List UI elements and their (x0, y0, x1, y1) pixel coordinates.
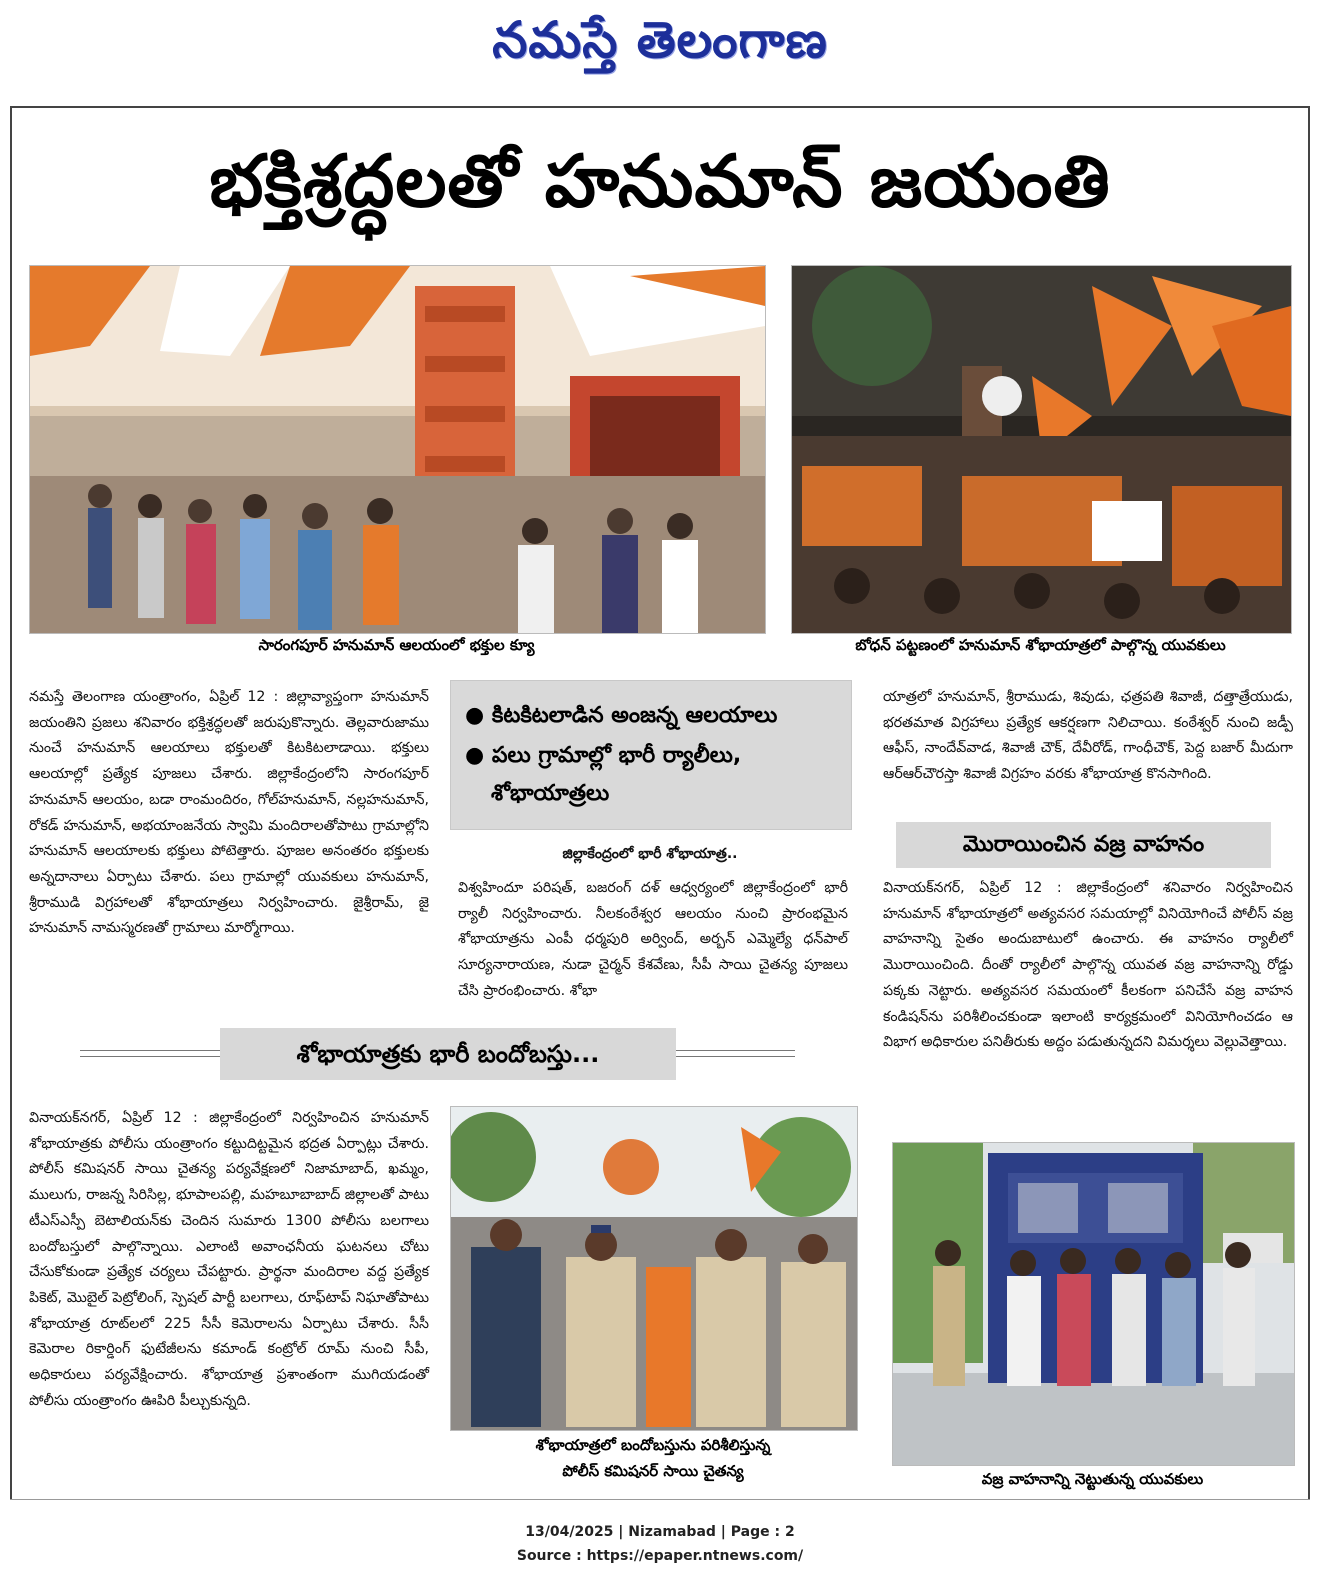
vajra-story-text: వినాయక్‌నగర్, ఏప్రిల్ 12 : జిల్లాకేంద్రంలో శనివారం నిర్వహించిన హనుమాన్ శోభాయాత్రలో అత్యవసర సమయాల్లో వినియోగించే పోలీస్ వజ్ర వాహనాన్ని సైతం అందుబాటులో ఉంచారు. ఈ వాహనం ర్యాలీలో మొరాయించింది. దీంతో ర్యాలీలో పాల్గొన్న యువత వజ్ర వాహనాన్ని రోడ్డు పక్కకు నెట్టారు. అత్యవసర సమయంలో కీలకంగా పనిచేసే వజ్ర వాహన కండిషన్‌ను పరిశీలించకుండా ఇలాంటి కార్యక్రమంలో వినియోగించడం ఆ విభాగ అధికారుల పనితీరుకు అద్దం పడుతున్నదని విమర్శలు వెల్లువెత్తాయి. (883, 880, 1293, 1051)
temple-photo (29, 265, 766, 634)
rally-photo-caption: బోధన్ పట్టణంలో హనుమాన్ శోభాయాత్రలో పాల్గొన్న యువకులు (855, 636, 1226, 654)
police-photo (450, 1106, 858, 1431)
vehicle-photo-illustration (893, 1143, 1294, 1465)
police-photo-caption-1: శోభాయాత్రలో బందోబస్తును పరిశీలిస్తున్న (535, 1436, 771, 1454)
footer-source: Source : https://epaper.ntnews.com/ (516, 1548, 804, 1564)
highlight-item-1-text: కిటకిటలాడిన అంజన్న ఆలయాలు (491, 703, 778, 728)
district-rally-text: విశ్వహిందూ పరిషత్, బజరంగ్ దళ్ ఆధ్వర్యంలో జిల్లాకేంద్రంలో భారీ ర్యాలీ నిర్వహించారు. నీలకంఠేశ్వర ఆలయం నుంచి ప్రారంభమైన శోభాయాత్రను ఎంపీ ధర్మపురి అర్వింద్, అర్బన్ ఎమ్మెల్యే ధన్‌పాల్ సూర్యనారాయణ, నుడా చైర్మన్ కేశవేణు, సీపీ సాయి చైతన్య పూజలు చేసి ప్రారంభించారు. శోభా (458, 880, 848, 999)
left-rule (10, 106, 12, 1500)
security-heading: శోభాయాత్రకు భారీ బందోబస్తు... (220, 1028, 676, 1080)
main-story-text: నమస్తే తెలంగాణ యంత్రాంగం, ఏప్రిల్ 12 : జిల్లావ్యాప్తంగా హనుమాన్ జయంతిని ప్రజలు శనివారం భక్తిశ్రద్ధలతో జరుపుకొన్నారు. తెల్లవారుజాము నుంచే హనుమాన్ ఆలయాలు భక్తులతో కిటకిటలాడాయి. భక్తులు ఆలయాల్లో ప్రత్యేక పూజలు చేశారు. జిల్లాకేంద్రంలోని సారంగపూర్ హనుమాన్ ఆలయం, బడా రాంమందిరం, గోల్‌హనుమాన్, నల్లహనుమాన్, రోకడ్ హనుమాన్, అభయాంజనేయ స్వామి మందిరాలతోపాటు గ్రామాల్లోని హనుమాన్ ఆలయాలకు భక్తులు పోటెత్తారు. పూజల అనంతరం భక్తులకు అన్నదానాలు ఏర్పాటు చేశారు. పలు గ్రామాల్లో యువకులు హనుమాన్, శ్రీరాముడి విగ్రహాలతో శోభాయాత్రలు నిర్వహించారు. జైశ్రీరామ్, జై హనుమాన్ నామస్మరణతో గ్రామాలు మార్మోగాయి. (29, 689, 429, 937)
police-photo-caption-2: పోలీస్ కమిషనర్ సాయి చైతన్య (562, 1462, 744, 1480)
district-rally-heading: జిల్లాకేంద్రంలో భారీ శోభాయాత్ర.. (562, 846, 738, 862)
temple-photo-illustration (30, 266, 765, 633)
security-story-text: వినాయక్‌నగర్, ఏప్రిల్ 12 : జిల్లాకేంద్రంలో నిర్వహించిన హనుమాన్ శోభాయాత్రకు పోలీసు యంత్రాంగం కట్టుదిట్టమైన భద్రత ఏర్పాట్లు చేశారు. పోలీస్ కమిషనర్ సాయి చైతన్య పర్యవేక్షణలో నిజామాబాద్, ఖమ్మం, ములుగు, రాజన్న సిరిసిల్ల, భూపాలపల్లి, మహబూబాబాద్ జిల్లాలతో పాటు టీఎస్‌ఎస్పీ బెటాలియన్‌కు చెందిన సుమారు 1300 పోలీసు బలగాలు బందోబస్తులో పాల్గొన్నాయి. ఎలాంటి అవాంఛనీయ ఘటనలు చోటు చేసుకోకుండా ప్రత్యేక చర్యలు చేపట్టారు. ప్రార్థనా మందిరాల వద్ద ప్రత్యేక పికెట్, మొబైల్ పెట్రోలింగ్, స్పెషల్ పార్టీ బలగాలు, రూఫ్‌టాప్ నిఘాతోపాటు శోభాయాత్ర రూట్‌లలో 225 సీసీ కెమెరాలను ఏర్పాటు చేశారు. సీసీ కెమెరాల రికార్డింగ్ ఫుటేజీలను కమాండ్ కంట్రోల్ రూమ్ నుంచి సీపీ, అధికారులు పర్యవేక్షించారు. శోభాయాత్ర ప్రశాంతంగా ముగియడంతో పోలీసు యంత్రాంగం ఊపిరి పీల్చుకున్నది. (29, 1110, 429, 1409)
continuation-text: యాత్రలో హనుమాన్, శ్రీరాముడు, శివుడు, ఛత్రపతి శివాజీ, దత్తాత్రేయుడు, భరతమాత విగ్రహాలు ప్రత్యేక ఆకర్షణగా నిలిచాయి. కంఠేశ్వర్ నుంచి జడ్పీ ఆఫీస్, నాందేవ్‌వాడ, శివాజీ చౌక్, దేవీరోడ్, గాంధీచౌక్, పెద్ద బజార్ మీదుగా ఆర్‌ఆర్‌చౌరస్తా శివాజీ విగ్రహం వరకు శోభాయాత్ర కొనసాగింది. (883, 689, 1293, 783)
highlight-item-1: ● కిటకిటలాడిన అంజన్న ఆలయాలు (465, 703, 778, 728)
right-rule (1308, 106, 1310, 1500)
highlight-item-2-text: పలు గ్రామాల్లో భారీ ర్యాలీలు, (491, 743, 742, 768)
temple-photo-caption: సారంగపూర్ హనుమాన్ ఆలయంలో భక్తుల క్యూ (258, 636, 535, 654)
top-rule (10, 106, 1310, 108)
vehicle-photo-caption: వజ్ర వాహనాన్ని నెట్టుతున్న యువకులు (981, 1470, 1204, 1488)
vehicle-photo (892, 1142, 1295, 1466)
main-headline: భక్తిశ్రద్ధలతో హనుమాన్ జయంతి (209, 139, 1111, 223)
masthead-logo: నమస్తే తెలంగాణ (492, 10, 828, 69)
rally-photo (791, 265, 1292, 634)
highlight-item-2: ● పలు గ్రామాల్లో భారీ ర్యాలీలు, (465, 743, 742, 768)
footer-rule (10, 1499, 1310, 1500)
police-photo-illustration (451, 1107, 857, 1430)
highlight-item-2-cont: శోభాయాత్రలు (491, 781, 610, 806)
footer-date-edition: 13/04/2025 | Nizamabad | Page : 2 (525, 1524, 795, 1540)
vajra-heading: మొరాయించిన వజ్ర వాహనం (896, 822, 1271, 868)
rally-photo-illustration (792, 266, 1291, 633)
highlights-box (450, 680, 852, 830)
